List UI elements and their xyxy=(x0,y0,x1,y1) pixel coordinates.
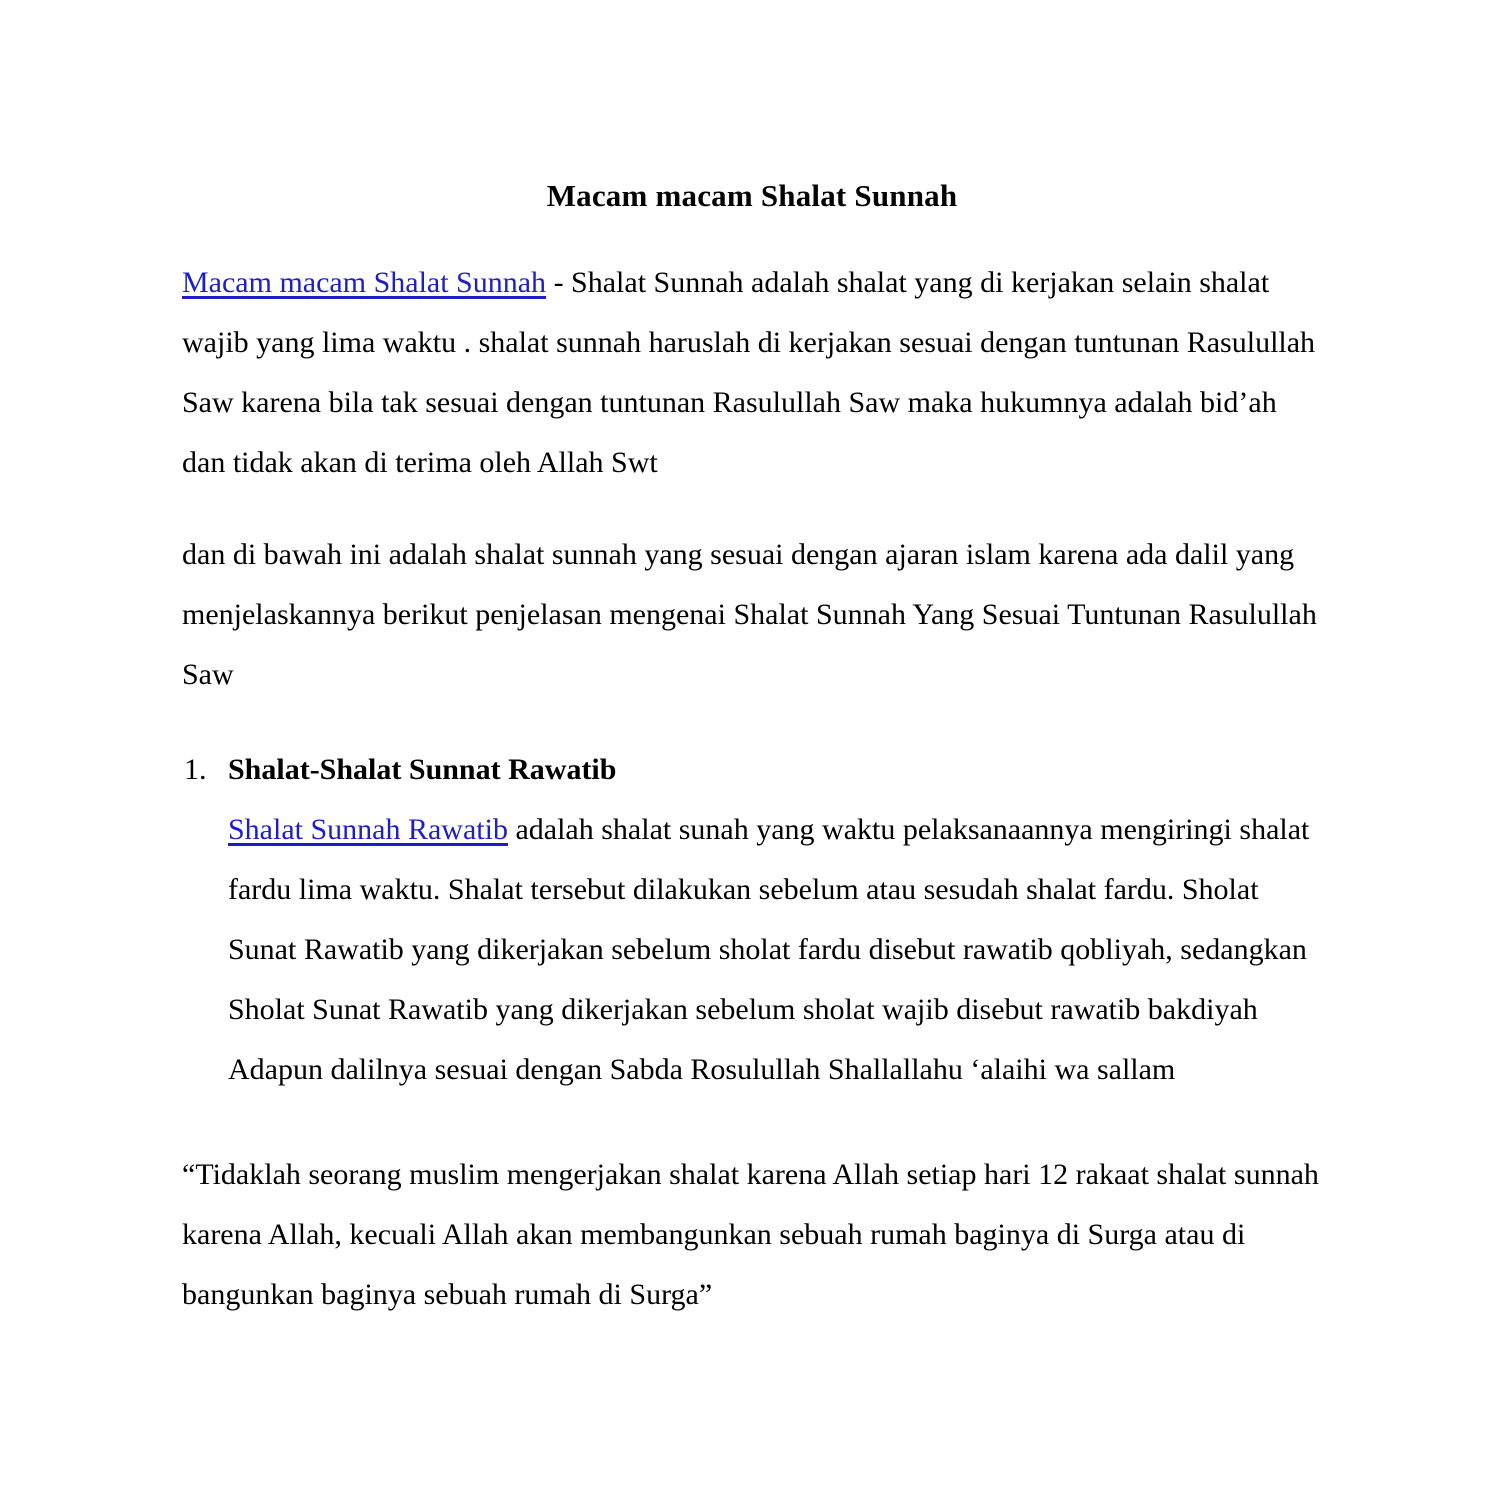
shalat-sunnah-rawatib-link[interactable]: Shalat Sunnah Rawatib xyxy=(228,813,508,846)
list-body-text: adalah shalat sunah yang waktu pelaksanaannya mengiringi shalat fardu lima waktu. Shalat tersebut dilakukan sebelum atau sesudah shalat fardu. Sholat Sunat Rawatib yang dikerjakan sebelum sholat fardu disebut rawatib qobliyah, sedangkan Sholat Sunat Rawatib yang dikerjakan sebelum sholat wajib disebut rawatib bakdiyah xyxy=(228,813,1310,1026)
list-item-number: 1. xyxy=(184,753,207,786)
list-body-dalil-text: Adapun dalilnya sesuai dengan Sabda Rosulullah Shallallahu ‘alaihi wa sallam xyxy=(228,1053,1176,1086)
hadith-quote-paragraph: “Tidaklah seorang muslim mengerjakan shalat karena Allah setiap hari 12 rakaat shalat sunnah karena Allah, kecuali Allah akan membangunkan sebuah rumah baginya di Surga atau di bangunkan baginya sebuah rumah di Surga” xyxy=(182,1158,1319,1311)
list-item-rawatib xyxy=(182,740,1322,1100)
macam-macam-shalat-sunnah-link[interactable]: Macam macam Shalat Sunnah xyxy=(182,266,547,299)
sunnah-prayer-list xyxy=(182,740,1322,1100)
page-title: Macam macam Shalat Sunnah xyxy=(546,178,958,213)
list-item-body xyxy=(228,800,1322,1100)
list-item-heading: Shalat-Shalat Sunnat Rawatib xyxy=(228,753,617,786)
intro-paragraph-text: - Shalat Sunnah adalah shalat yang di kerjakan selain shalat wajib yang lima waktu . shalat sunnah haruslah di kerjakan sesuai dengan tuntunan Rasulullah Saw karena bila tak sesuai dengan tuntunan Rasulullah Saw maka hukumnya adalah bid’ah dan tidak akan di terima oleh Allah Swt xyxy=(182,266,1316,479)
second-paragraph: dan di bawah ini adalah shalat sunnah yang sesuai dengan ajaran islam karena ada dalil yang menjelaskannya berikut penjelasan mengenai Shalat Sunnah Yang Sesuai Tuntunan Rasulullah Saw xyxy=(182,538,1317,691)
intro-paragraph xyxy=(182,253,1322,493)
